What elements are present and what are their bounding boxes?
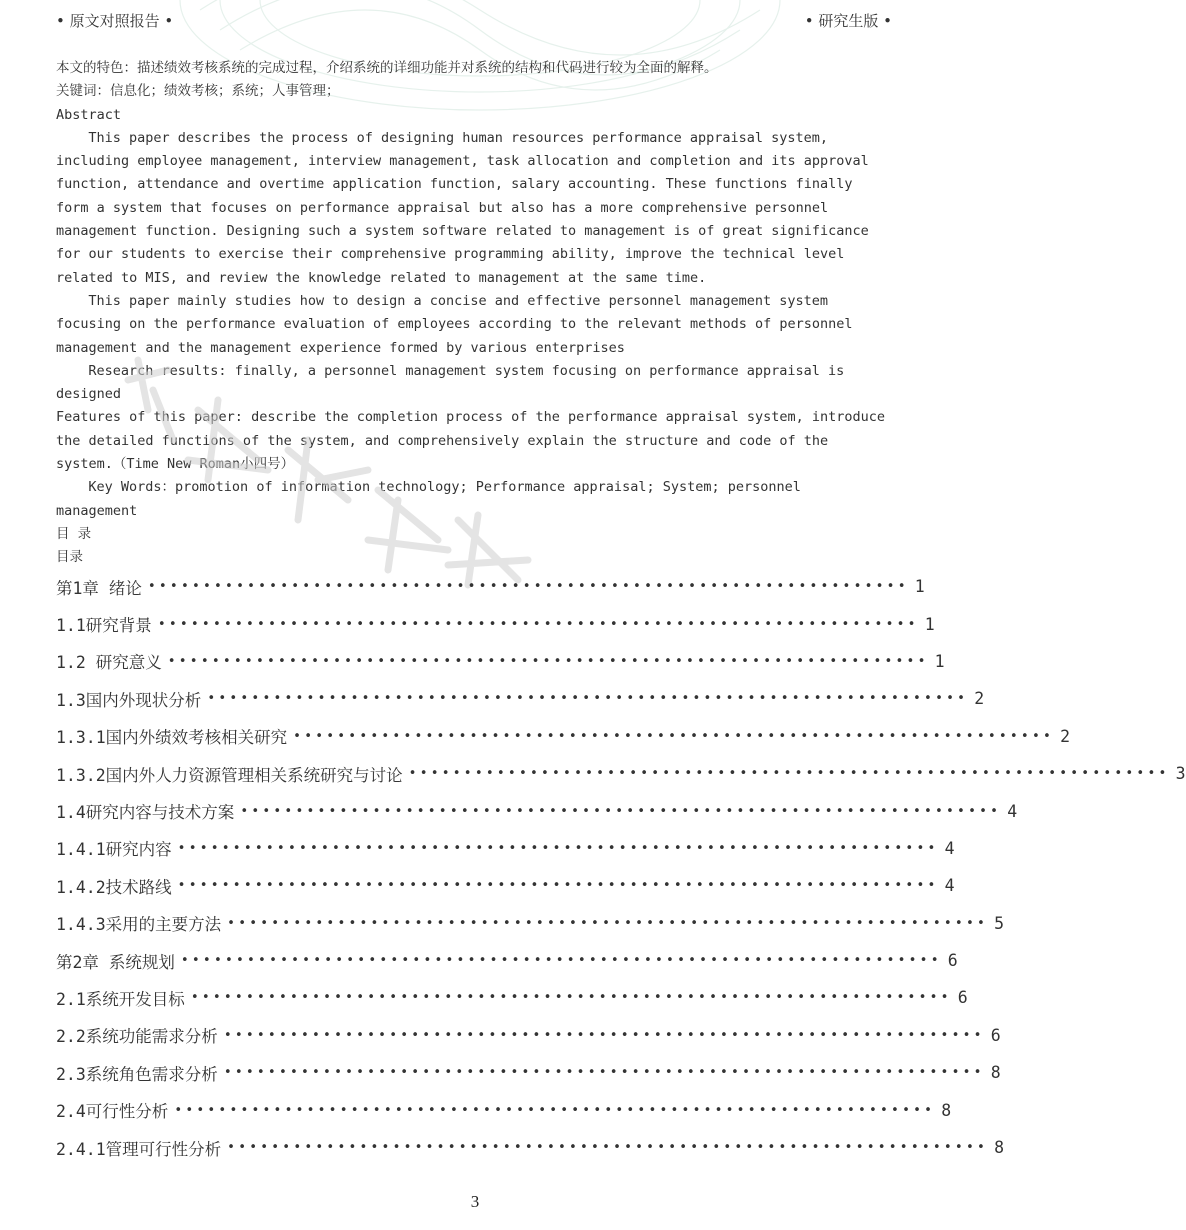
features-cn: 本文的特色：描述绩效考核系统的完成过程，介绍系统的详细功能并对系统的结构和代码进行较为全面的解释。 [56,60,718,76]
toc-leader: ••••••••••••••••••••••••••••••••••••••••••••••••••••••••••••••••••••• [223,1027,985,1043]
toc-entry-title: 1.4.1研究内容 [56,836,178,860]
toc-entry-page: 3 [1175,764,1186,784]
toc-leader: ••••••••••••••••••••••••••••••••••••••••••••••••••••••••••••••••••••• [177,878,939,894]
toc-entry-page: 4 [1007,801,1018,821]
table-of-contents [56,568,1186,1166]
toc-leader: ••••••••••••••••••••••••••••••••••••••••••••••••••••••••••••••••••••• [190,990,952,1006]
toc-entry[interactable] [56,1054,1001,1091]
toc-entry-title: 1.3国内外现状分析 [56,687,207,711]
toc-entry-page: 6 [990,1025,1001,1045]
toc-entry-title: 1.3.1国内外绩效考核相关研究 [56,724,293,748]
toc-entry[interactable] [56,718,1071,755]
toc-entry[interactable] [56,979,968,1016]
toc-entry[interactable] [56,605,935,642]
toc-entry[interactable] [56,792,1018,829]
keywords-cn: 关键词：信息化；绩效考核；系统；人事管理； [56,83,340,100]
toc-entry[interactable] [56,643,945,680]
toc-entry-title: 1.4研究内容与技术方案 [56,799,240,823]
toc-leader: ••••••••••••••••••••••••••••••••••••••••••••••••••••••••••••••••••••• [207,691,969,707]
page-header [56,10,892,30]
toc-entry-title: 2.4.1管理可行性分析 [56,1136,227,1160]
toc-entry-page: 1 [914,577,925,597]
toc-entry-title: 1.2 研究意义 [56,649,168,673]
toc-entry-title: 2.2系统功能需求分析 [56,1023,224,1047]
toc-leader: ••••••••••••••••••••••••••••••••••••••••••••••••••••••••••••••••••••• [174,1102,936,1118]
toc-entry-page: 4 [944,876,955,896]
toc-entry[interactable] [56,867,955,904]
toc-heading: 目录 [56,549,83,566]
toc-entry-page: 2 [1060,726,1071,746]
toc-leader: ••••••••••••••••••••••••••••••••••••••••••••••••••••••••••••••••••••• [227,1140,989,1156]
toc-leader: ••••••••••••••••••••••••••••••••••••••••••••••••••••••••••••••••••••• [293,728,1055,744]
abstract-paragraph-3: Research results: finally, a personnel management system focusing on performance appraisal is designed [56,362,845,403]
toc-entry-title: 2.1系统开发目标 [56,986,191,1010]
toc-entry[interactable] [56,755,1186,792]
toc-entry-page: 6 [957,988,968,1008]
page-number: 3 [470,1192,480,1211]
toc-entry-title: 1.3.2国内外人力资源管理相关系统研究与讨论 [56,762,409,786]
toc-leader: ••••••••••••••••••••••••••••••••••••••••••••••••••••••••••••••••••••• [240,803,1002,819]
toc-entry[interactable] [56,905,1005,942]
abstract-paragraph-2: This paper mainly studies how to design a concise and effective personnel management system focusing on the performance evaluation of employees according to the relevant methods of personnel management and the management experience formed by various enterprises [56,292,853,356]
abstract-paragraph-1: This paper describes the process of designing human resources performance appraisal system, including employee management, interview management, task allocation and completion and its approval function, attendance and overtime application function, salary accounting. These functions finally form a system that focuses on performance appraisal but also has a more comprehensive personnel management function. Designing such a system software related to management is of great significance for our students to exercise their comprehensive programming ability, improve the technical level related to MIS, and review the knowledge related to management at the same time. [56,129,869,286]
toc-entry[interactable] [56,680,985,717]
toc-entry[interactable] [56,568,925,605]
toc-entry-title: 2.3系统角色需求分析 [56,1061,224,1085]
toc-entry-page: 5 [994,913,1005,933]
toc-entry-page: 8 [990,1063,1001,1083]
features-en: Features of this paper: describe the completion process of the performance appraisal system, introduce the detailed functions of the system, and comprehensively explain the structure and code of the system.（Time New Roman小四号） [56,409,886,473]
toc-entry[interactable] [56,1091,952,1128]
report-label: • 原文对照报告 • [56,12,174,30]
keywords-en: Key Words：promotion of information technology; Performance appraisal; System; personnel management [56,479,801,519]
toc-entry-page: 1 [934,651,945,671]
toc-entry-title: 1.1研究背景 [56,612,158,636]
edition-label: • 研究生版 • [804,12,892,30]
toc-entry-page: 2 [974,689,985,709]
toc-entry-title: 第2章 系统规划 [56,949,181,973]
toc-leader: ••••••••••••••••••••••••••••••••••••••••••••••••••••••••••••••••••••• [180,953,942,969]
toc-entry-page: 8 [994,1138,1005,1158]
toc-entry-title: 1.4.2技术路线 [56,874,178,898]
toc-entry[interactable] [56,1017,1001,1054]
toc-leader: ••••••••••••••••••••••••••••••••••••••••••••••••••••••••••••••••••••• [408,766,1170,782]
toc-leader: ••••••••••••••••••••••••••••••••••••••••••••••••••••••••••••••••••••• [177,840,939,856]
toc-entry-page: 6 [947,951,958,971]
toc-entry[interactable] [56,942,958,979]
toc-entry-title: 2.4可行性分析 [56,1098,174,1122]
toc-leader: ••••••••••••••••••••••••••••••••••••••••••••••••••••••••••••••••••••• [223,1065,985,1081]
toc-leader: ••••••••••••••••••••••••••••••••••••••••••••••••••••••••••••••••••••• [167,653,929,669]
toc-entry-title: 1.4.3采用的主要方法 [56,911,227,935]
toc-entry[interactable] [56,830,955,867]
toc-entry-page: 1 [924,614,935,634]
toc-entry-title: 第1章 绪论 [56,575,148,599]
toc-entry[interactable] [56,1129,1005,1166]
toc-heading-spaced: 目 录 [56,525,92,542]
toc-leader: ••••••••••••••••••••••••••••••••••••••••••••••••••••••••••••••••••••• [157,616,919,632]
toc-leader: ••••••••••••••••••••••••••••••••••••••••••••••••••••••••••••••••••••• [227,915,989,931]
abstract-heading: Abstract [56,106,122,123]
toc-entry-page: 8 [941,1100,952,1120]
document-body [56,57,886,570]
toc-leader: ••••••••••••••••••••••••••••••••••••••••••••••••••••••••••••••••••••• [147,579,909,595]
toc-entry-page: 4 [944,838,955,858]
